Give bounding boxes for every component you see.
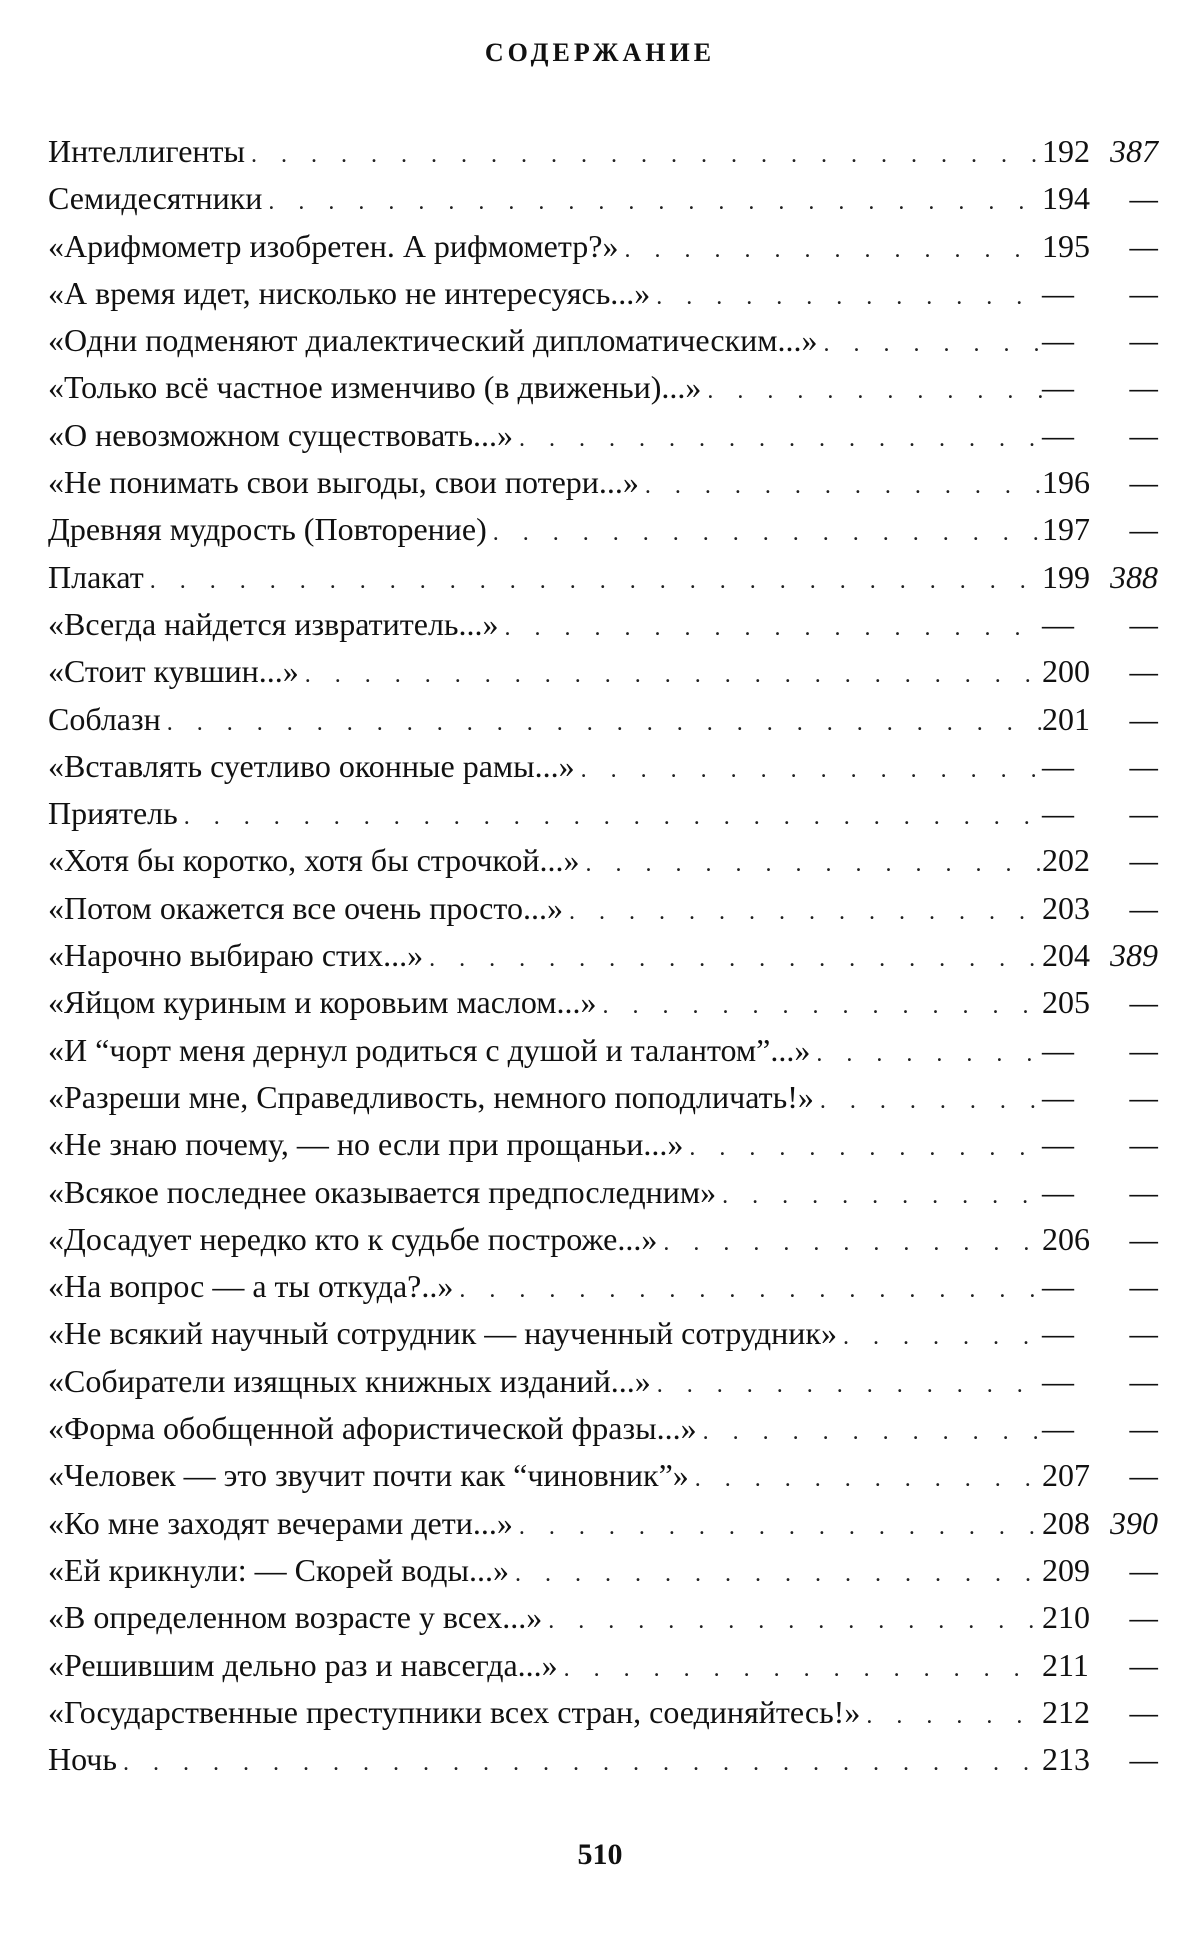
dot-leader — [618, 227, 1042, 274]
toc-entry — [48, 1216, 1158, 1263]
toc-entry-note-page: — — [1129, 274, 1158, 311]
toc-entry-title: Семидесятники — [48, 180, 263, 217]
toc-entry — [48, 364, 1158, 411]
toc-entry-page: 192 — [1042, 133, 1090, 169]
toc-entry-note-page: — — [1129, 1220, 1158, 1257]
toc-entry — [48, 1027, 1158, 1074]
toc-entry-note-page: — — [1129, 1268, 1158, 1305]
toc-entry-title: Интеллигенты — [48, 133, 245, 169]
toc-entry-note-page: — — [1129, 1693, 1158, 1730]
toc-entry — [48, 270, 1158, 317]
toc-entry-title: Соблазн — [48, 700, 161, 737]
toc-entry-note-page: — — [1129, 1362, 1158, 1399]
toc-entry — [48, 412, 1158, 459]
toc-entry-title: Приятель — [48, 795, 178, 832]
dot-leader — [423, 936, 1042, 983]
toc-entry-note-page: — — [1129, 1031, 1158, 1068]
toc-entry-page: 206 — [1042, 1220, 1090, 1257]
toc-entry-note-page: — — [1129, 1410, 1158, 1447]
dot-leader — [542, 1598, 1042, 1645]
toc-entry-page: — — [1042, 605, 1074, 642]
toc-entry-note-page: — — [1129, 511, 1158, 548]
toc-entry-note-page: — — [1129, 795, 1158, 832]
toc-entry — [48, 1405, 1158, 1452]
toc-entry-title: «В определенном возрасте у всех...» — [48, 1599, 543, 1636]
toc-entry — [48, 837, 1158, 884]
toc-entry — [48, 696, 1158, 743]
toc-entry-title: «Только всё частное изменчиво (в движеньи)...» — [48, 369, 702, 406]
toc-entry — [48, 223, 1158, 270]
dot-leader — [509, 1551, 1042, 1598]
toc-entry-title: «И “чорт меня дернул родиться с душой и талантом”...» — [48, 1031, 811, 1068]
toc-entry-title: «Ей крикнули: — Скорей воды...» — [48, 1551, 509, 1588]
toc-entry — [48, 175, 1158, 222]
toc-entry-note-page: — — [1129, 416, 1158, 453]
toc-entry — [48, 1169, 1158, 1216]
toc-entry-title: «Досадует нередко кто к судьбе построже...» — [48, 1220, 658, 1257]
toc-entry — [48, 1358, 1158, 1405]
toc-entry-title: «Арифмометр изобретен. А рифмометр?» — [48, 227, 619, 264]
toc-entry-page: — — [1042, 795, 1074, 832]
dot-leader — [639, 463, 1042, 510]
toc-entry — [48, 885, 1158, 932]
dot-leader — [453, 1267, 1042, 1314]
toc-entry — [48, 1547, 1158, 1594]
toc-entry-title: «Решившим дельно раз и навсегда...» — [48, 1646, 558, 1683]
toc-entry-page: — — [1042, 322, 1074, 359]
toc-entry-page: 202 — [1042, 842, 1090, 879]
dot-leader — [650, 274, 1042, 321]
toc-entry-note-page: — — [1129, 1646, 1158, 1683]
toc-entry — [48, 554, 1158, 601]
toc-entry-note-page: — — [1129, 227, 1158, 264]
dot-leader — [683, 1125, 1042, 1172]
toc-entry-page: 213 — [1042, 1741, 1090, 1778]
dot-leader — [513, 416, 1042, 463]
dot-leader — [860, 1693, 1042, 1740]
toc-entry — [48, 1594, 1158, 1641]
dot-leader — [499, 605, 1043, 652]
dot-leader — [697, 1409, 1042, 1456]
toc-entry — [48, 317, 1158, 364]
toc-entry — [48, 1310, 1158, 1357]
toc-entry-page: 204 — [1042, 937, 1090, 974]
toc-entry-note-page: — — [1129, 1741, 1158, 1778]
toc-entry — [48, 1121, 1158, 1168]
dot-leader — [487, 510, 1042, 557]
toc-entry-title: «Потом окажется все очень просто...» — [48, 889, 563, 926]
toc-entry-title: «О невозможном существовать...» — [48, 416, 513, 453]
toc-entry-note-page: — — [1129, 653, 1158, 690]
toc-entry — [48, 601, 1158, 648]
toc-entry-page: — — [1042, 1315, 1074, 1352]
toc-entry — [48, 743, 1158, 790]
toc-entry-title: «А время идет, нисколько не интересуясь...» — [48, 274, 651, 311]
table-of-contents — [48, 128, 1158, 1783]
toc-entry-page: — — [1042, 1126, 1074, 1163]
dot-leader — [814, 1078, 1042, 1125]
toc-entry-title: «Всякое последнее оказывается предпоследним» — [48, 1173, 717, 1210]
toc-entry-note-page: — — [1129, 464, 1158, 501]
toc-entry-note-page: 388 — [1110, 558, 1158, 595]
toc-entry-title: «Человек — это звучит почти как “чиновник”» — [48, 1457, 689, 1494]
dot-leader — [716, 1173, 1042, 1220]
toc-entry-note-page: 390 — [1110, 1504, 1158, 1541]
toc-entry — [48, 506, 1158, 553]
toc-entry-note-page: — — [1129, 984, 1158, 1021]
toc-entry-page: — — [1042, 1362, 1074, 1399]
dot-leader — [689, 1456, 1042, 1503]
toc-entry — [48, 1263, 1158, 1310]
toc-entry — [48, 1642, 1158, 1689]
toc-entry-title: «Яйцом куриным и коровьим маслом...» — [48, 984, 597, 1021]
toc-entry — [48, 648, 1158, 695]
toc-entry-note-page: — — [1129, 1078, 1158, 1115]
page-title: СОДЕРЖАНИЕ — [484, 38, 716, 67]
toc-entry-note-page: — — [1129, 700, 1158, 737]
toc-entry-page: 207 — [1042, 1457, 1090, 1494]
toc-entry-title: «Государственные преступники всех стран, соединяйтесь!» — [48, 1693, 861, 1730]
dot-leader — [262, 179, 1042, 226]
toc-entry-page: 201 — [1042, 700, 1090, 737]
toc-entry-page: 195 — [1042, 227, 1090, 264]
toc-entry-title: «Одни подменяют диалектический дипломатическим...» — [48, 322, 818, 359]
toc-entry-title: Древняя мудрость (Повторение) — [48, 511, 487, 548]
toc-entry-title: «Нарочно выбираю стих...» — [48, 937, 424, 974]
toc-entry-note-page: — — [1129, 1315, 1158, 1352]
dot-leader — [657, 1220, 1042, 1267]
toc-entry-note-page: — — [1129, 1173, 1158, 1210]
toc-entry — [48, 790, 1158, 837]
toc-entry-page: 212 — [1042, 1693, 1090, 1730]
toc-entry-note-page: — — [1129, 842, 1158, 879]
dot-leader — [117, 1740, 1042, 1787]
toc-entry — [48, 459, 1158, 506]
toc-entry-note-page: — — [1129, 747, 1158, 784]
toc-entry — [48, 1452, 1158, 1499]
toc-entry — [48, 979, 1158, 1026]
dot-leader — [558, 1646, 1042, 1693]
toc-entry-title: Плакат — [48, 558, 144, 595]
toc-entry-title: «Не понимать свои выгоды, свои потери...» — [48, 464, 639, 501]
dot-leader — [701, 368, 1042, 415]
toc-entry-title: «Не знаю почему, — но если при прощаньи...» — [48, 1126, 684, 1163]
dot-leader — [299, 652, 1042, 699]
page-number: 510 — [577, 1838, 623, 1871]
toc-entry-title: «Всегда найдется извратитель...» — [48, 605, 499, 642]
toc-entry — [48, 1500, 1158, 1547]
dot-leader — [817, 321, 1042, 368]
toc-entry-note-page: — — [1129, 605, 1158, 642]
toc-entry — [48, 1736, 1158, 1783]
dot-leader — [597, 983, 1043, 1030]
toc-entry-page: — — [1042, 1173, 1074, 1210]
toc-entry-page: — — [1042, 1410, 1074, 1447]
dot-leader — [178, 794, 1042, 841]
dot-leader — [563, 889, 1042, 936]
toc-entry-note-page: 389 — [1110, 937, 1158, 974]
toc-entry-page: — — [1042, 1078, 1074, 1115]
toc-entry-page: 196 — [1042, 464, 1090, 501]
toc-entry-note-page: — — [1129, 1126, 1158, 1163]
toc-entry-title: «Вставлять суетливо оконные рамы...» — [48, 747, 575, 784]
toc-entry — [48, 932, 1158, 979]
toc-entry-note-page: — — [1129, 889, 1158, 926]
toc-entry-page: — — [1042, 416, 1074, 453]
toc-entry-page: 199 — [1042, 558, 1090, 595]
toc-entry-page: 203 — [1042, 889, 1090, 926]
dot-leader — [579, 841, 1042, 888]
toc-entry-page: — — [1042, 1268, 1074, 1305]
toc-entry-note-page: — — [1129, 1599, 1158, 1636]
toc-entry-page: 210 — [1042, 1599, 1090, 1636]
toc-entry-note-page: — — [1129, 322, 1158, 359]
dot-leader — [810, 1031, 1042, 1078]
dot-leader — [651, 1362, 1042, 1409]
toc-entry-title: «Хотя бы коротко, хотя бы строчкой...» — [48, 842, 580, 879]
toc-entry-page: 197 — [1042, 511, 1090, 548]
toc-entry-page: 209 — [1042, 1551, 1090, 1588]
toc-entry-page: 211 — [1042, 1646, 1089, 1683]
toc-entry-note-page: — — [1129, 180, 1158, 217]
dot-leader — [144, 558, 1042, 605]
toc-entry-title: «Собиратели изящных книжных изданий...» — [48, 1362, 651, 1399]
toc-entry-page: — — [1042, 747, 1074, 784]
dot-leader — [245, 132, 1042, 179]
toc-entry-page: 205 — [1042, 984, 1090, 1021]
toc-entry — [48, 128, 1158, 175]
toc-entry — [48, 1689, 1158, 1736]
toc-entry-page: — — [1042, 274, 1074, 311]
toc-entry-page: — — [1042, 369, 1074, 406]
toc-entry-title: «Форма обобщенной афористической фразы...» — [48, 1410, 697, 1447]
toc-entry-title: «Не всякий научный сотрудник — наученный сотрудник» — [48, 1315, 837, 1352]
toc-entry-page: 194 — [1042, 180, 1090, 217]
dot-leader — [837, 1314, 1042, 1361]
toc-entry-page: 208 — [1042, 1504, 1090, 1541]
toc-entry-note-page: — — [1129, 1457, 1158, 1494]
toc-entry-note-page: 387 — [1110, 133, 1158, 169]
toc-entry-title: «Стоит кувшин...» — [48, 653, 299, 690]
toc-entry-page: 200 — [1042, 653, 1090, 690]
dot-leader — [575, 747, 1042, 794]
toc-entry-title: «На вопрос — а ты откуда?..» — [48, 1268, 454, 1305]
dot-leader — [513, 1504, 1042, 1551]
toc-entry — [48, 1074, 1158, 1121]
toc-entry-title: Ночь — [48, 1741, 117, 1778]
toc-entry-note-page: — — [1129, 369, 1158, 406]
toc-entry-page: — — [1042, 1031, 1074, 1068]
toc-entry-title: «Разреши мне, Справедливость, немного поподличать!» — [48, 1078, 814, 1115]
toc-entry-note-page: — — [1129, 1551, 1158, 1588]
dot-leader — [161, 700, 1042, 747]
toc-entry-title: «Ко мне заходят вечерами дети...» — [48, 1504, 513, 1541]
